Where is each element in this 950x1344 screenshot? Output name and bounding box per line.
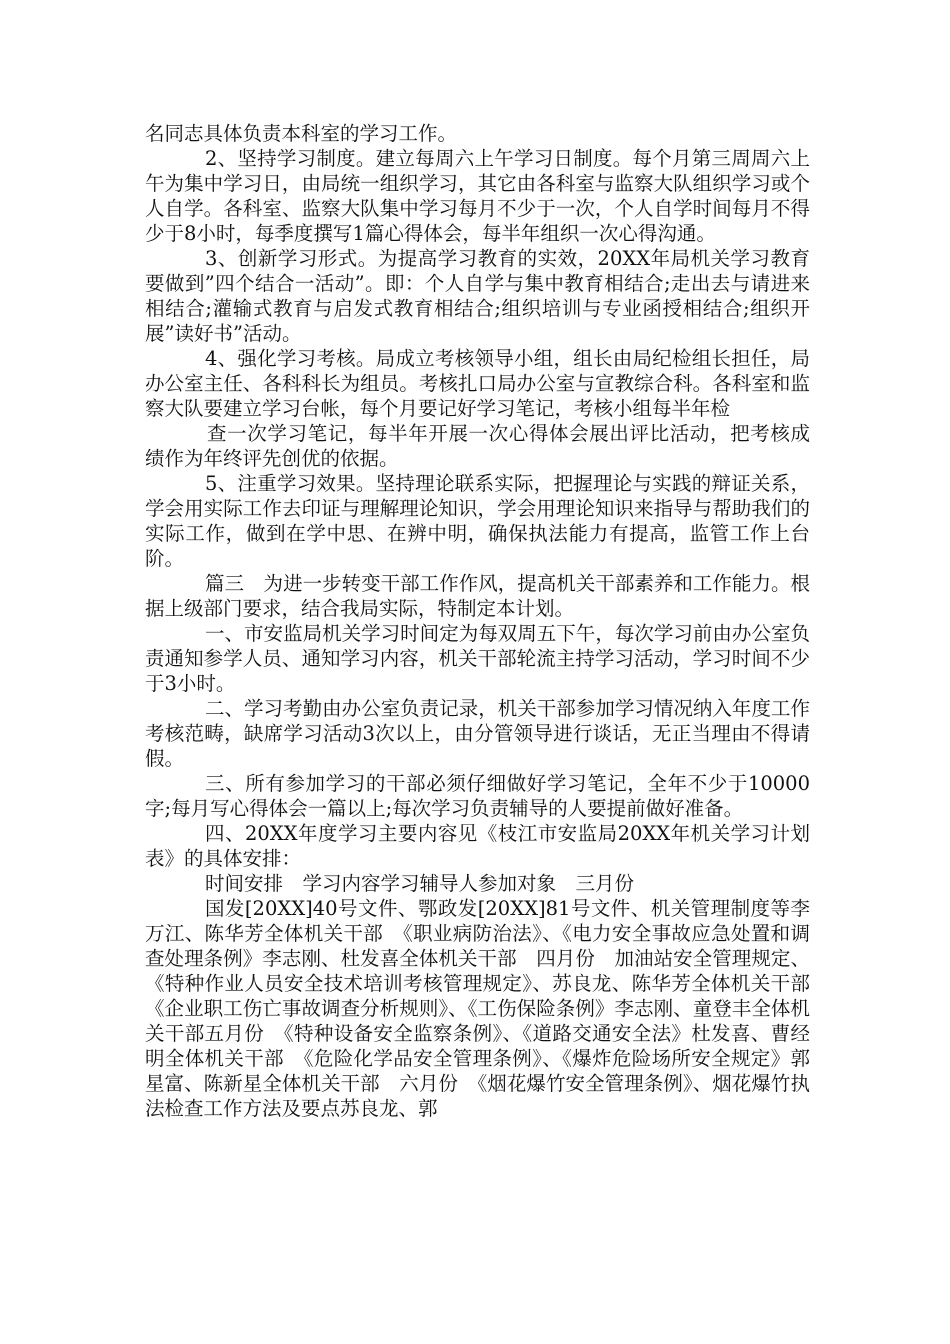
- schedule-content: 国发[20XX]40号文件、鄂政发[20XX]81号文件、机关管理制度等李万江、陈华芳全体机关干部 《职业病防治法》、《电力安全事故应急处置和调查处理条例》李志刚、杜发喜全体机关干部 四月份 加油站安全管理规定、《特种作业人员安全技术培训考核管理规定》、苏良龙、陈华芳全体机关干部 《企业职工伤亡事故调查分析规则》、《工伤保险条例》李志刚、童登丰全体机关干部五月份 《特种设备安全监察条例》、《道路交通安全法》杜发喜、曹经明全体机关干部 《危险化学品安全管理条例》、《爆炸危险场所安全规定》郭星富、陈新星全体机关干部 六月份 《烟花爆竹安全管理条例》、烟花爆竹执法检查工作方法及要点苏良龙、郭: [145, 897, 830, 1120]
- paragraph-rule-4: 四、20XX年度学习主要内容见《枝江市安监局20XX年机关学习计划表》的具体安排：: [145, 822, 810, 870]
- paragraph-item-2: 2、坚持学习制度。建立每周六上午学习日制度。每个月第三周周六上午为集中学习日，由局统一组织学习，其它由各科室与监察大队组织学习或个人自学。各科室、监察大队集中学习每月不少于一次，个人自学时间每月不得少于8小时，每季度撰写1篇心得体会，每半年组织一次心得沟通。: [145, 147, 810, 245]
- document-body: [145, 121, 830, 1121]
- paragraph-item-3: 3、创新学习形式。为提高学习教育的实效，20XX年局机关学习教育要做到”四个结合一活动”。即：个人自学与集中教育相结合;走出去与请进来相结合;灌输式教育与启发式教育相结合;组织培训与专业函授相结合;组织开展”读好书”活动。: [145, 247, 810, 345]
- paragraph-rule-3: 三、所有参加学习的干部必须仔细做好学习笔记，全年不少于10000字;每月写心得体会一篇以上;每次学习负责辅导的人要提前做好准备。: [145, 772, 810, 820]
- paragraph-continuation: 名同志具体负责本科室的学习工作。: [145, 122, 458, 145]
- schedule-header: 时间安排 学习内容学习辅导人参加对象 三月份: [205, 872, 635, 895]
- paragraph-rule-1: 一、市安监局机关学习时间定为每双周五下午，每次学习前由办公室负责通知参学人员、通知学习内容，机关干部轮流主持学习活动，学习时间不少于3小时。: [145, 622, 810, 695]
- paragraph-item-4-continued: 查一次学习笔记，每半年开展一次心得体会展出评比活动，把考核成绩作为年终评先创优的依据。: [145, 422, 810, 470]
- paragraph-section-three-intro: 篇三 为进一步转变干部工作作风，提高机关干部素养和工作能力。根据上级部门要求，结合我局实际，特制定本计划。: [145, 572, 810, 620]
- paragraph-item-5: 5、注重学习效果。坚持理论联系实际，把握理论与实践的辩证关系，学会用实际工作去印证与理解理论知识，学会用理论知识来指导与帮助我们的实际工作，做到在学中思、在辨中明，确保执法能力有提高，监管工作上台阶。: [145, 472, 810, 570]
- paragraph-rule-2: 二、学习考勤由办公室负责记录，机关干部参加学习情况纳入年度工作考核范畴，缺席学习活动3次以上，由分管领导进行谈话，无正当理由不得请假。: [145, 697, 810, 770]
- paragraph-item-4: 4、强化学习考核。局成立考核领导小组，组长由局纪检组长担任，局办公室主任、各科科长为组员。考核扎口局办公室与宣教综合科。各科室和监察大队要建立学习台帐，每个月要记好学习笔记，考核小组每半年检: [145, 347, 810, 420]
